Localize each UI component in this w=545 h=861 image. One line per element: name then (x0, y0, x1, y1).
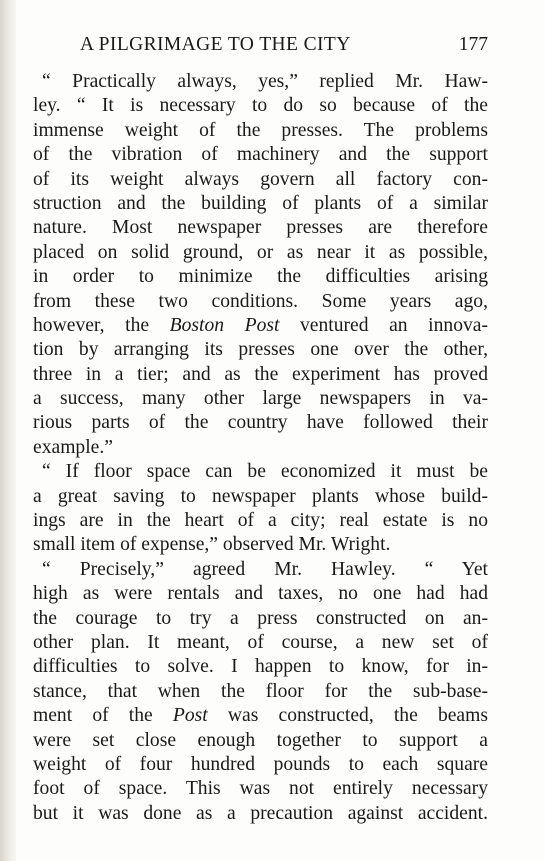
text-line: ley. “ It is necessary to do so because of the (33, 95, 488, 117)
text-line: three in a tier; and as the experiment has proved (33, 363, 488, 385)
page-header (80, 34, 488, 62)
text-line-with-italic (33, 704, 488, 728)
text-line-last: small item of expense,” observed Mr. Wright. (33, 534, 391, 556)
text-line: tion by arranging its presses one over the other, (33, 339, 488, 361)
text-run: was constructed, the beams (207, 705, 488, 727)
text-line: struction and the building of plants of a similar (33, 192, 488, 214)
paragraph-1 (33, 70, 488, 460)
text-line-last: example.” (33, 436, 113, 458)
italic-title-post: Post (172, 705, 208, 727)
page-number: 177 (458, 34, 488, 55)
text-line: rious parts of the country have followed their (33, 412, 488, 434)
text-line: other plan. It meant, of course, a new set of (33, 631, 488, 653)
text-line: were set close enough together to support a (33, 729, 488, 751)
text-line: “ Precisely,” agreed Mr. Hawley. “ Yet (42, 558, 488, 580)
text-line: of its weight always govern all factory con- (33, 168, 488, 190)
paragraph-2 (33, 460, 488, 558)
page-gutter-shadow (0, 0, 16, 861)
text-line: the courage to try a press constructed on an- (33, 607, 488, 629)
text-line: stance, that when the floor for the sub-base- (33, 680, 488, 702)
text-line: weight of four hundred pounds to each square (33, 753, 488, 775)
text-line: placed on solid ground, or as near it as possible, (33, 241, 488, 263)
text-run: ment of the (33, 705, 173, 727)
text-line: difficulties to solve. I happen to know, for in- (33, 656, 488, 678)
text-line: but it was done as a precaution against accident. (33, 802, 488, 824)
text-line: nature. Most newspaper presses are therefore (33, 217, 488, 239)
body-text (33, 70, 488, 826)
text-line: “ If floor space can be economized it must be (42, 461, 488, 483)
italic-title-boston-post: Boston Post (169, 314, 280, 336)
text-line: from these two conditions. Some years ago, (33, 290, 488, 312)
text-line: a success, many other large newspapers in va- (33, 388, 488, 410)
text-line: immense weight of the presses. The problems (33, 119, 488, 141)
running-title: A PILGRIMAGE TO THE CITY (80, 34, 351, 55)
paragraph-3 (33, 558, 488, 826)
text-line: “ Practically always, yes,” replied Mr. Haw- (42, 71, 488, 92)
text-line: ings are in the heart of a city; real estate is no (33, 510, 488, 532)
text-line: in order to minimize the difficulties arising (33, 266, 488, 288)
text-run: ventured an innova- (279, 314, 489, 336)
text-line: a great saving to newspaper plants whose build- (33, 485, 488, 507)
text-line: foot of space. This was not entirely necessary (33, 778, 488, 800)
text-line-with-italic (33, 314, 488, 338)
text-run: however, the (33, 314, 170, 336)
text-line: of the vibration of machinery and the support (33, 144, 488, 166)
text-line: high as were rentals and taxes, no one had had (33, 583, 488, 605)
